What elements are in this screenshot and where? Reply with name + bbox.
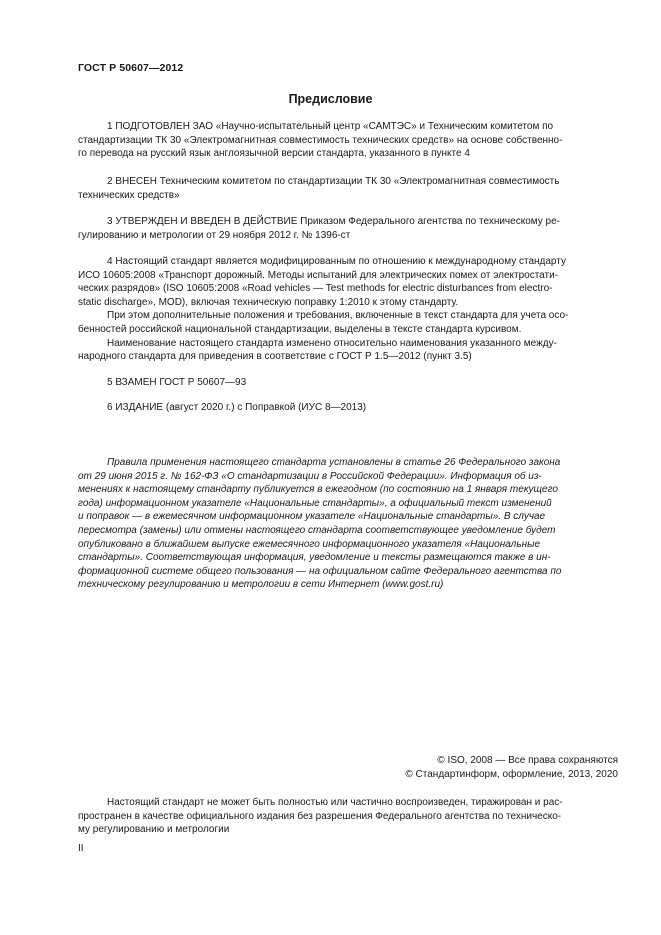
- preface-item-2: [78, 175, 618, 202]
- text-line: гулированию и метрологии от 29 ноября 2012 г. № 1396-ст: [78, 229, 351, 241]
- text-line: 3 УТВЕРЖДЕН И ВВЕДЕН В ДЕЙСТВИЕ Приказом Федерального агентства по техническому ре-: [107, 216, 560, 227]
- preface-item-3: [78, 215, 618, 242]
- text-line: бенностей российской национальной стандартизации, выделены в тексте стандарта курсивом.: [78, 323, 522, 335]
- text-line: техническому регулированию и метрологии в сети Интернет (www.gost.ru): [78, 579, 444, 591]
- text-line: пересмотра (замены) или отмены настоящего стандарта соответствующее уведомление будет: [78, 524, 556, 536]
- text-line: стандартизации ТК 30 «Электромагнитная совместимость технических средств» на основе собственно-: [78, 134, 563, 146]
- text-line: пространен в качестве официального издания без разрешения Федерального агентства по техническо-: [78, 810, 562, 822]
- copyright-line: © Стандартинформ, оформление, 2013, 2020: [405, 768, 618, 780]
- text-line: года) информационном указателе «Национальные стандарты», а официальный текст изменений: [78, 497, 552, 509]
- copyright-line: © ISO, 2008 — Все права сохраняются: [437, 755, 618, 766]
- text-line: опубликовано в ближайшем выпуске ежемесячного информационного указателя «Национальные: [78, 538, 541, 550]
- text-line: го перевода на русский язык англоязычной версии стандарта, указанного в пункте 4: [78, 148, 470, 160]
- text-line: от 29 июня 2015 г. № 162-ФЗ «О стандартизации в Российской Федерации». Информация об из-: [78, 470, 542, 482]
- text-line: 4 Настоящий стандарт является модифицированным по отношению к международному стандарту: [107, 256, 566, 267]
- document-code-header: ГОСТ Р 50607—2012: [78, 62, 184, 74]
- text-line: Наименование настоящего стандарта изменено относительно наименования указанного между-: [107, 337, 557, 349]
- text-line: При этом дополнительные положения и требования, включенные в текст стандарта для учета осо-: [107, 310, 569, 322]
- text-line: ИСО 10605:2008 «Транспорт дорожный. Методы испытаний для электрических помех от электростати-: [78, 269, 559, 281]
- text-line: технических средств»: [78, 189, 180, 201]
- text-line: формационной системе общего пользования — на официальном сайте Федерального агентства по: [78, 565, 562, 577]
- preface-item-1: [78, 120, 618, 161]
- text-line: 1 ПОДГОТОВЛЕН ЗАО «Научно-испытательный центр «САМТЭС» и Техническим комитетом по: [107, 121, 554, 132]
- text-line: му регулированию и метрологии: [78, 824, 230, 836]
- text-line: и поправок — в ежемесячном информационном указателе «Национальные стандарты». В случае: [78, 511, 546, 523]
- text-line: стандарты». Соответствующая информация, уведомление и тексты размещаются также в ин-: [78, 552, 551, 564]
- page-title: Предисловие: [288, 92, 373, 106]
- text-line: Настоящий стандарт не может быть полностью или частично воспроизведен, тиражирован и рас-: [107, 797, 563, 808]
- text-line: Правила применения настоящего стандарта установлены в статье 26 Федерального закона: [107, 457, 561, 468]
- text-line: ческих разрядов» (ISO 10605:2008 «Road vehicles — Test methods for electric disturbances from electro-: [78, 283, 553, 295]
- reproduction-notice: [78, 796, 618, 837]
- preface-item-5: [78, 376, 618, 390]
- text-line: менениях к настоящему стандарту публикуется в ежегодном (по состоянию на 1 января текущего: [78, 484, 558, 496]
- preface-item-4: [78, 255, 618, 364]
- text-line: 2 ВНЕСЕН Техническим комитетом по стандартизации ТК 30 «Электромагнитная совместимость: [107, 176, 560, 187]
- copyright-block: [78, 754, 618, 781]
- text-line: народного стандарта для приведения в соответствие с ГОСТ Р 1.5—2012 (пункт 3.5): [78, 351, 472, 363]
- preface-item-6: [78, 401, 618, 415]
- text-line: 6 ИЗДАНИЕ (август 2020 г.) с Поправкой (ИУС 8—2013): [107, 402, 367, 413]
- text-line: 5 ВЗАМЕН ГОСТ Р 50607—93: [107, 377, 247, 388]
- standards-application-notice: [78, 456, 618, 592]
- text-line: static discharge», MOD), включая техническую поправку 1:2010 к этому стандарту.: [78, 296, 459, 308]
- page-number: II: [78, 843, 84, 854]
